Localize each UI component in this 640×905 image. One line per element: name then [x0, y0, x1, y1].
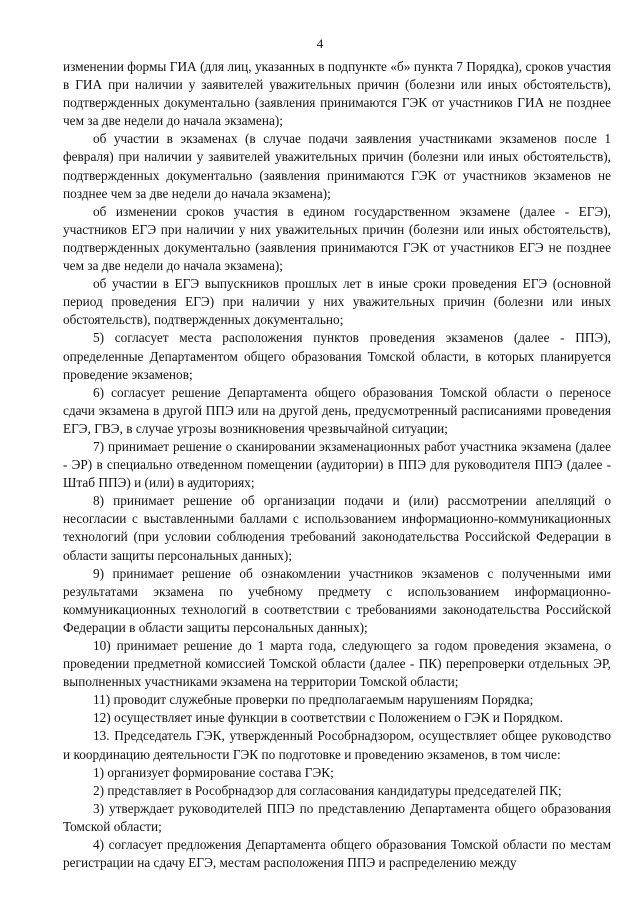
paragraph: об участии в экзаменах (в случае подачи заявления участниками экзаменов после 1 февраля) при наличии у заявителей уважительных причин (болезни или иных обстоятельств), подтвержденных документально (заявления принимаются ГЭК от участников экзаменов не позднее чем за две недели до начала экзамена);	[63, 131, 611, 201]
paragraph: изменении формы ГИА (для лиц, указанных в подпункте «б» пункта 7 Порядка), сроков участия в ГИА при наличии у заявителей уважительных причин (болезни или иных обстоятельств), подтвержденных документально (заявления принимаются ГЭК от участников ГИА не позднее чем за две недели до начала экзамена);	[63, 59, 611, 129]
paragraph: об изменении сроков участия в едином государственном экзамене (далее - ЕГЭ), участников ЕГЭ при наличии у них уважительных причин (болезни или иных обстоятельств), подтвержденных документально (заявления принимаются ГЭК от участников ЕГЭ не позднее чем за две недели до начала экзамена);	[63, 203, 611, 274]
paragraph: 6) согласует решение Департамента общего образования Томской области о переносе сдачи экзамена в другой ППЭ или на другой день, предусмотренный расписаниями проведения ЕГЭ, ГВЭ, в случае угрозы возникновения чрезвычайной ситуации;	[63, 384, 611, 436]
paragraph: 3) утверждает руководителей ППЭ по представлению Департамента общего образования Томской области;	[63, 800, 611, 834]
page-number: 4	[316, 36, 324, 51]
paragraph: 12) осуществляет иные функции в соответствии с Положением о ГЭК и Порядком.	[93, 710, 563, 726]
paragraph: 4) согласует предложения Департамента общего образования Томской области по местам регистрации на сдачу ЕГЭ, местам расположения ППЭ и распределению между	[63, 837, 611, 871]
paragraph: 9) принимает решение об ознакомлении участников экзаменов с полученными ими результатами экзамена по учебному предмету с использованием информационно-коммуникационных технологий в соответствии с требованиями законодательства Российской Федерации в области защиты персональных данных);	[63, 565, 611, 635]
paragraph: 8) принимает решение об организации подачи и (или) рассмотрении апелляций о несогласии с выставленными баллами с использованием информационно-коммуникационных технологий (при условии соблюдения требований законодательства Российской Федерации в области защиты персональных данных);	[63, 493, 611, 563]
paragraph: об участии в ЕГЭ выпускников прошлых лет в иные сроки проведения ЕГЭ (основной период проведения ЕГЭ) при наличии у них уважительных причин (болезни или иных обстоятельств), подтвержденных документально;	[63, 276, 611, 328]
paragraph: 10) принимает решение до 1 марта года, следующего за годом проведения экзамена, о проведении предметной комиссией Томской области (далее - ПК) перепроверки отдельных ЭР, выполненных участниками экзамена на территории Томской области;	[63, 638, 611, 690]
document-body	[63, 58, 611, 872]
paragraph: 13. Председатель ГЭК, утвержденный Рособрнадзором, осуществляет общее руководство и координацию деятельности ГЭК по подготовке и проведению экзаменов, в том числе:	[63, 728, 611, 762]
paragraph: 7) принимает решение о сканировании экзаменационных работ участника экзамена (далее - ЭР) в специально отведенном помещении (аудитории) в ППЭ для руководителя ППЭ (далее - Штаб ППЭ) и (или) в аудиториях;	[63, 438, 611, 491]
paragraph: 11) проводит служебные проверки по предполагаемым нарушениям Порядка;	[93, 692, 534, 708]
paragraph: 5) согласует места расположения пунктов проведения экзаменов (далее - ППЭ), определенные Департаментом общего образования Томской области, в которых планируется проведение экзаменов;	[63, 330, 611, 382]
paragraph: 2) представляет в Рособрнадзор для согласования кандидатуры председателей ПК;	[93, 782, 562, 798]
paragraph: 1) организует формирование состава ГЭК;	[93, 764, 334, 780]
